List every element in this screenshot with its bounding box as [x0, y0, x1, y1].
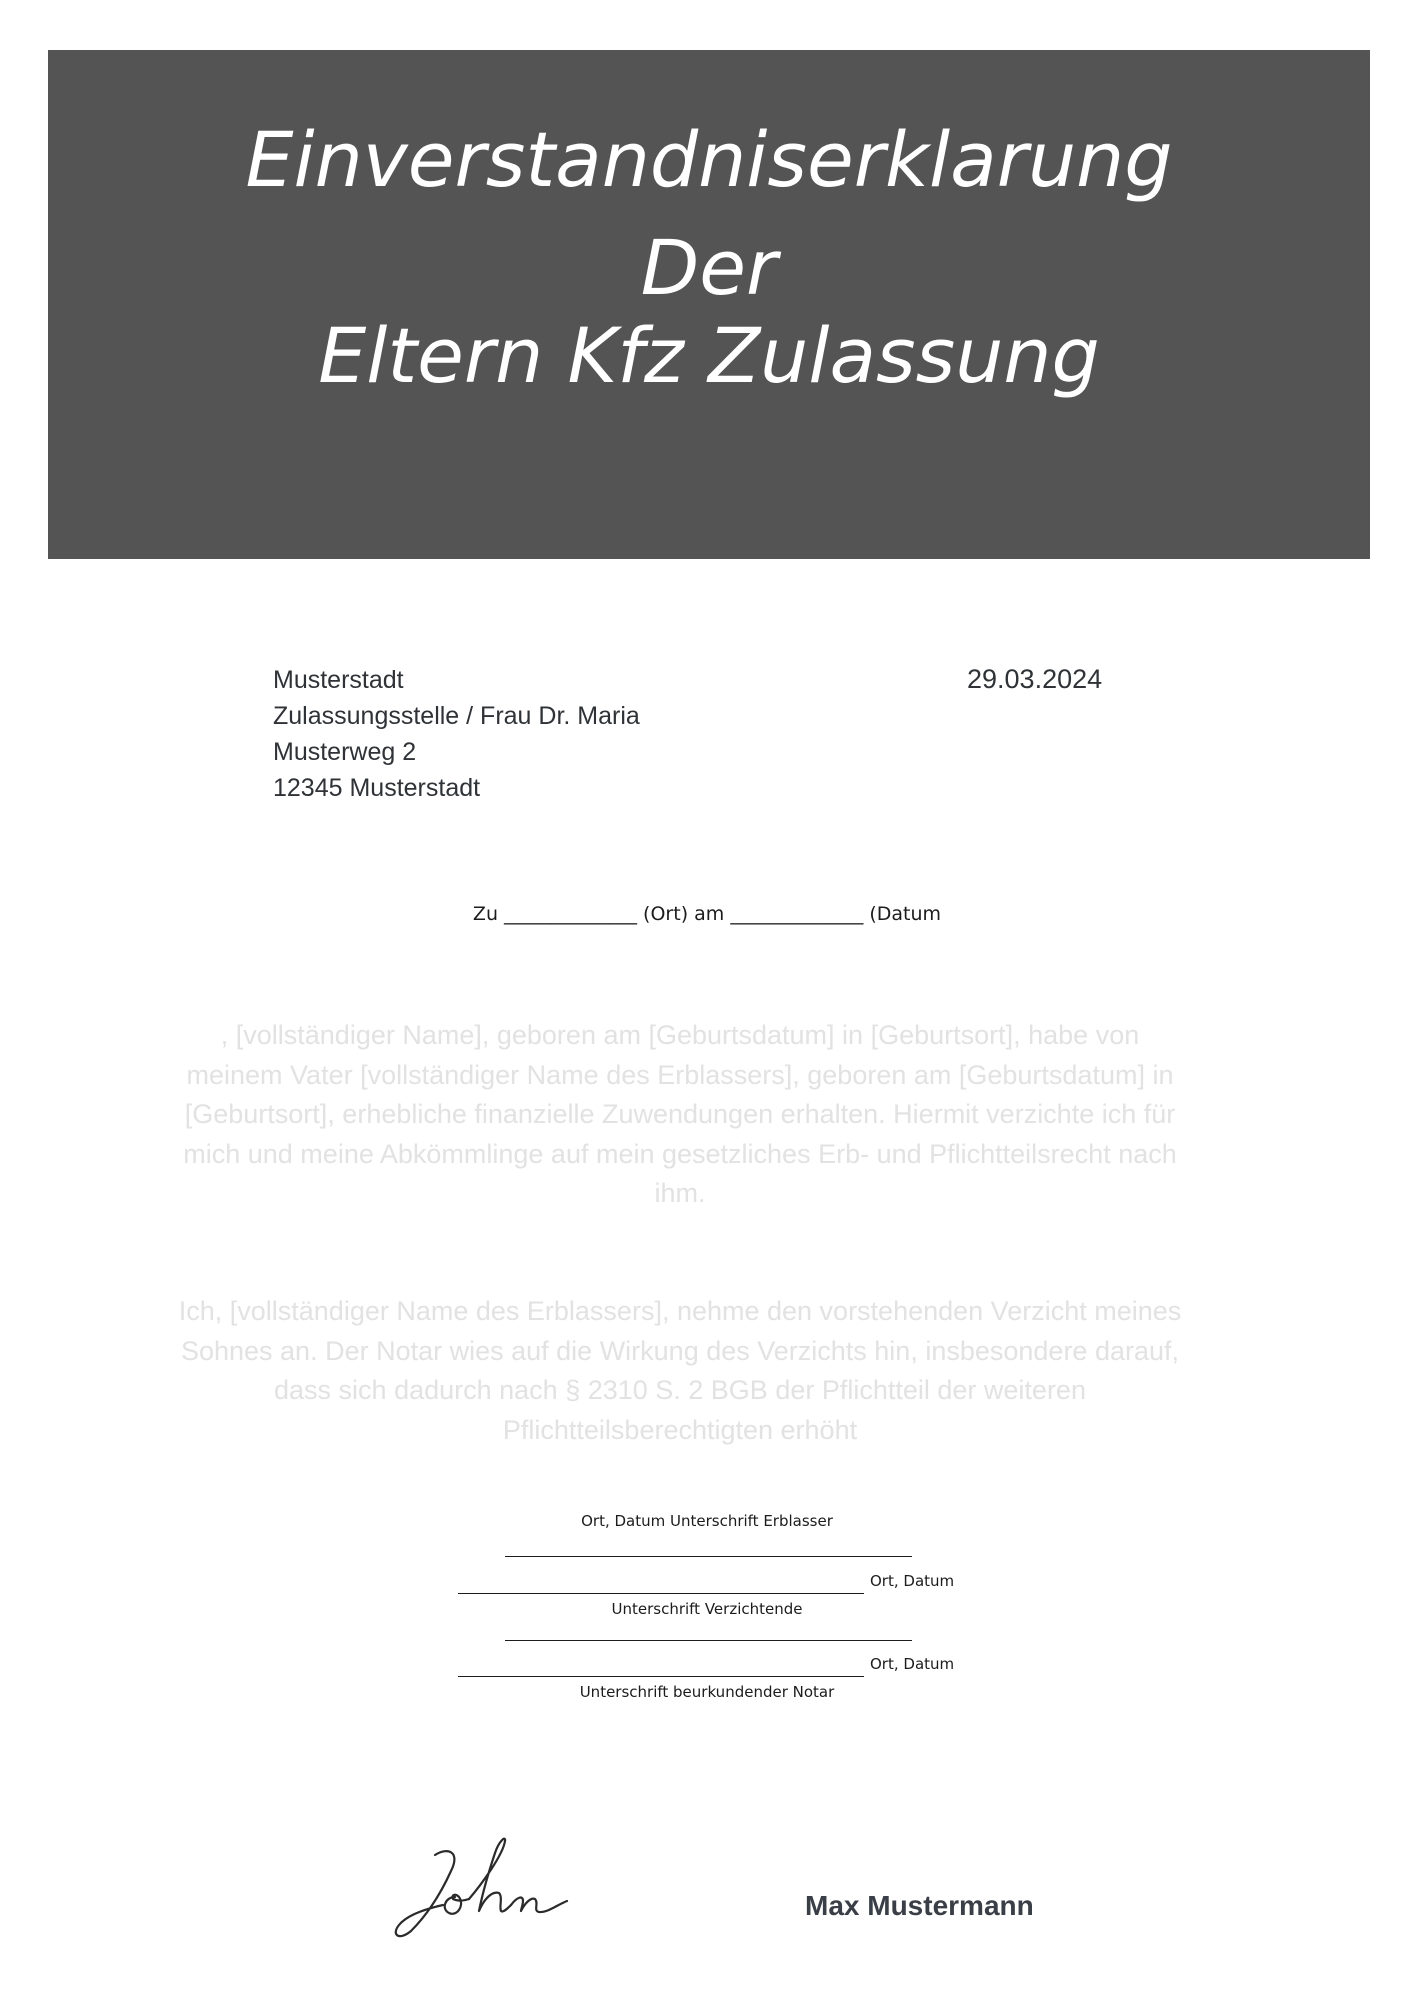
signature-line — [505, 1556, 912, 1557]
signature-label-testator: Ort, Datum Unterschrift Erblasser — [581, 1512, 833, 1530]
document-title-line-1: Einverstandniserklarung — [245, 115, 1173, 204]
document-title-line-2: Der — [640, 223, 778, 312]
recipient-address — [273, 662, 640, 806]
address-postal-city: 12345 Musterstadt — [273, 774, 481, 802]
address-recipient: Zulassungsstelle / Frau Dr. Maria — [273, 702, 640, 730]
signature-line — [458, 1593, 864, 1594]
signature-label-waiver: Unterschrift Verzichtende — [611, 1600, 803, 1618]
header-banner — [48, 50, 1370, 559]
signer-printed-name: Max Mustermann — [805, 1890, 1034, 1921]
signature-place-date-label: Ort, Datum — [870, 1572, 955, 1590]
place-date-line: Zu ______________ (Ort) am ______________ (Datum — [472, 903, 942, 925]
signature-label-notary: Unterschrift beurkundender Notar — [579, 1683, 835, 1701]
handwritten-signature — [385, 1835, 595, 1950]
signature-line — [458, 1676, 864, 1677]
letter-date: 29.03.2024 — [967, 664, 1103, 694]
address-city: Musterstadt — [273, 666, 404, 694]
body-paragraph-waiver: , [vollständiger Name], geboren am [Geburtsdatum] in [Geburtsort], habe von meinem Vater [vollständiger Name des Erblassers], geboren am [Geburtsdatum] in [Geburtsort], erhebliche finanzielle Zuwendungen erhalten. Hiermit verzichte ich für mich und meine Abkömmlinge auf mein gesetzliches Erb- und Pflichtteilsrecht nach ihm. — [183, 1020, 1177, 1208]
signature-place-date-label: Ort, Datum — [870, 1655, 955, 1673]
body-paragraph-acceptance: Ich, [vollständiger Name des Erblassers], nehme den vorstehenden Verzicht meines Sohnes an. Der Notar wies auf die Wirkung des Verzichts hin, insbesondere darauf, dass sich dadurch nach § 2310 S. 2 BGB der Pflichtteil der weiteren Pflichtteilsberechtigten erhöht — [178, 1296, 1182, 1445]
address-street: Musterweg 2 — [273, 738, 417, 766]
signature-line — [505, 1640, 912, 1641]
document-title-line-3: Eltern Kfz Zulassung — [318, 311, 1100, 400]
